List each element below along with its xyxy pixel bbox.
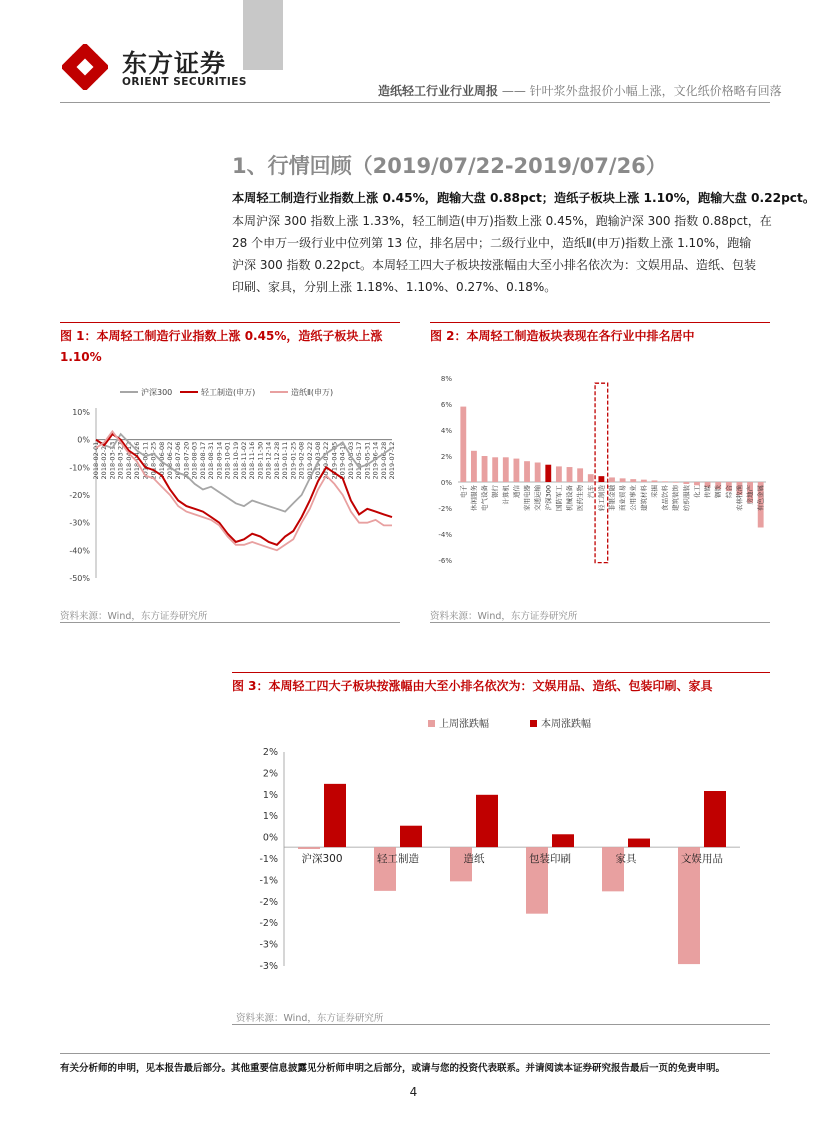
bar — [524, 461, 530, 482]
y-tick-label: 6% — [440, 401, 452, 409]
fig2-title: 图 2：本周轻工制造板块表现在各行业中排名居中 — [430, 329, 695, 343]
category-label: 传媒 — [703, 485, 712, 498]
category-label: 电子 — [459, 485, 468, 498]
fig1-title-line2: 1.10% — [60, 350, 102, 364]
bar — [683, 482, 689, 484]
category-label: 造纸 — [463, 853, 485, 866]
header-rule — [60, 102, 770, 103]
category-label: 国防军工 — [554, 485, 563, 511]
x-tick-label: 2018-04-26 — [133, 441, 142, 480]
x-tick-label: 2019-04-19 — [338, 441, 347, 480]
x-tick-label: 2018-08-17 — [198, 441, 207, 480]
bar — [556, 466, 562, 482]
bar — [492, 457, 498, 482]
x-tick-label: 2019-05-03 — [346, 441, 355, 480]
bar — [460, 407, 466, 482]
x-tick-label: 2018-03-27 — [116, 441, 125, 480]
bar — [503, 457, 509, 482]
x-tick-label: 2019-06-14 — [371, 441, 380, 480]
x-tick-label: 2019-05-17 — [355, 441, 364, 480]
category-label: 包装印刷 — [529, 853, 571, 866]
category-label: 通信 — [512, 485, 521, 498]
x-tick-label: 2018-11-16 — [248, 441, 257, 480]
legend-label: 沪深300 — [141, 388, 173, 397]
y-tick-label: -2% — [438, 505, 452, 513]
x-tick-label: 2019-02-22 — [305, 441, 314, 480]
logo-en: ORIENT SECURITIES — [122, 76, 247, 88]
fig3-source: 资料来源：Wind，东方证券研究所 — [236, 1013, 384, 1024]
fig1-bottom-rule — [60, 622, 400, 623]
x-tick-label: 2019-03-22 — [322, 441, 331, 480]
legend-swatch — [530, 720, 537, 727]
x-tick-label: 2018-09-14 — [215, 441, 224, 480]
legend-label: 轻工制造(申万) — [201, 388, 256, 397]
bar — [630, 479, 636, 482]
bar — [577, 468, 583, 482]
category-label: 汽车 — [586, 485, 595, 498]
category-label: 轻工制造 — [377, 853, 419, 866]
x-tick-label: 2019-01-25 — [289, 441, 298, 480]
bar — [567, 467, 573, 482]
bar — [628, 839, 650, 848]
category-label: 沪深300 — [544, 485, 553, 511]
report-title — [378, 82, 782, 99]
category-label: 房地产 — [746, 485, 755, 505]
category-label: 建筑材料 — [639, 485, 648, 511]
bar — [652, 480, 658, 482]
category-label: 化工 — [692, 485, 701, 498]
y-tick-label: 2% — [440, 453, 452, 461]
category-label: 公用事业 — [629, 485, 638, 511]
x-tick-label: 2019-01-11 — [281, 441, 290, 480]
legend-label: 本周涨跌幅 — [541, 719, 591, 730]
fig1-top-rule — [60, 322, 400, 323]
y-tick-label: -10% — [69, 463, 90, 473]
fig1-title-line1: 图 1：本周轻工制造行业指数上涨 0.45%，造纸子板块上涨 — [60, 329, 383, 343]
bar — [620, 478, 626, 482]
y-tick-label: 1% — [262, 789, 278, 801]
category-label: 休闲服务 — [469, 485, 478, 511]
y-tick-label: -50% — [69, 574, 90, 583]
x-tick-label: 2019-05-31 — [363, 441, 372, 480]
y-tick-label: -40% — [69, 546, 90, 556]
report-title-bold: 造纸轻工行业行业周报 — [378, 84, 499, 98]
fig2-bar-chart — [430, 368, 770, 600]
category-label: 医药生物 — [576, 485, 585, 511]
category-label: 商业贸易 — [618, 485, 627, 511]
header-gray-tab — [243, 0, 283, 70]
category-label: 综合 — [724, 485, 733, 498]
fig1-title — [60, 326, 400, 368]
logo-cn: 东方证券 — [122, 49, 227, 78]
y-tick-label: 2% — [262, 768, 278, 780]
x-tick-label: 2019-02-08 — [297, 441, 306, 480]
x-tick-label: 2018-05-11 — [141, 441, 150, 480]
para-line: 28 个申万一级行业中位列第 13 位，排名居中；二级行业中，造纸Ⅱ(申万)指数上涨 1.10%，跑输 — [232, 236, 752, 250]
y-tick-label: -6% — [438, 557, 452, 565]
y-tick-label: 4% — [440, 427, 452, 435]
fig2-bottom-rule — [430, 622, 770, 623]
x-tick-label: 2018-10-19 — [231, 441, 240, 480]
x-tick-label: 2019-04-05 — [330, 441, 339, 480]
category-label: 农林牧渔 — [735, 485, 744, 511]
x-tick-label: 2018-06-22 — [166, 441, 174, 480]
x-tick-label: 2018-08-31 — [207, 441, 216, 480]
x-tick-label: 2018-07-06 — [174, 441, 183, 480]
y-tick-label: 1% — [262, 811, 278, 823]
para-line: 沪深 300 指数 0.22pct。本周轻工四大子板块按涨幅由大至小排名依次为：文娱用品、造纸、包装 — [232, 258, 756, 272]
x-tick-label: 2019-03-08 — [314, 441, 322, 480]
section-title: 1、行情回顾（2019/07/22-2019/07/26） — [232, 154, 667, 178]
fig1-line-chart — [60, 378, 400, 600]
bar — [482, 456, 488, 482]
x-tick-label: 2018-04-12 — [124, 441, 133, 480]
highlight-box — [595, 383, 608, 562]
bar — [662, 481, 668, 482]
y-tick-label: 0% — [77, 435, 90, 445]
y-tick-label: -2% — [259, 918, 278, 930]
footer-disclaimer: 有关分析师的申明，见本报告最后部分。其他重要信息披露见分析师申明之后部分，或请与您的投资代表联系。并请阅读本证券研究报告最后一页的免责申明。 — [60, 1063, 726, 1074]
legend-label: 造纸Ⅱ(申万) — [291, 388, 334, 397]
bar — [513, 459, 519, 482]
section-paragraph — [232, 210, 772, 298]
y-tick-label: -4% — [438, 531, 452, 539]
bar — [598, 476, 604, 482]
fig3-bottom-rule — [232, 1024, 770, 1025]
x-tick-label: 2018-02-27 — [100, 441, 109, 480]
para-line: 本周沪深 300 指数上涨 1.33%，轻工制造(申万)指数上涨 0.45%，跑输沪深 300 指数 0.88pct，在 — [232, 214, 772, 228]
category-label: 机械设备 — [565, 485, 574, 511]
bar — [552, 834, 574, 847]
page-number: 4 — [409, 1085, 418, 1099]
x-tick-label: 2018-11-30 — [256, 441, 265, 480]
y-tick-label: 0% — [440, 479, 452, 487]
bar — [609, 477, 615, 482]
category-label: 有色金属 — [756, 485, 765, 511]
bar — [673, 482, 679, 483]
category-label: 银行 — [491, 485, 500, 498]
bar — [704, 791, 726, 847]
x-tick-label: 2018-12-28 — [272, 441, 281, 480]
x-tick-label: 2018-07-20 — [182, 441, 191, 480]
bar — [400, 826, 422, 847]
y-tick-label: -3% — [259, 961, 278, 972]
x-tick-label: 2018-10-01 — [223, 441, 232, 480]
y-tick-label: 10% — [72, 408, 90, 417]
bar — [324, 784, 346, 847]
y-tick-label: -3% — [259, 939, 278, 951]
x-tick-label: 2018-08-03 — [190, 441, 199, 480]
x-tick-label: 2019-06-28 — [379, 441, 388, 480]
report-title-rest: —— 针叶浆外盘报价小幅上涨，文化纸价格略有回落 — [498, 84, 782, 98]
category-label: 交通运输 — [533, 485, 542, 511]
fig2-source: 资料来源：Wind，东方证券研究所 — [430, 611, 578, 622]
category-label: 钢铁 — [714, 485, 723, 498]
legend-label: 上周涨跌幅 — [439, 719, 489, 730]
x-tick-label: 2018-12-14 — [264, 441, 273, 480]
section-lead: 本周轻工制造行业指数上涨 0.45%，跑输大盘 0.88pct；造纸子板块上涨 1.10%，跑输大盘 0.22pct。 — [232, 191, 816, 205]
y-tick-label: 0% — [262, 832, 278, 844]
x-tick-label: 2019-07-12 — [388, 441, 396, 480]
category-label: 纺织服装 — [682, 485, 691, 511]
fig1-source: 资料来源：Wind，东方证券研究所 — [60, 611, 208, 622]
bar — [471, 451, 477, 482]
fig3-bar-chart — [232, 712, 770, 1002]
category-label: 计算机 — [501, 485, 510, 505]
y-tick-label: -1% — [259, 854, 278, 865]
bar — [641, 480, 647, 482]
orient-logo-icon — [62, 44, 108, 90]
y-tick-label: -1% — [259, 875, 278, 887]
fig3-title: 图 3：本周轻工四大子板块按涨幅由大至小排名依次为：文娱用品、造纸、包装印刷、家具 — [232, 679, 713, 693]
bar — [535, 463, 541, 483]
bar — [298, 847, 320, 849]
y-tick-label: -2% — [259, 896, 278, 908]
footer-rule — [60, 1053, 770, 1054]
y-tick-label: -30% — [69, 518, 90, 528]
category-label: 家用电器 — [523, 485, 532, 511]
category-label: 非银金融 — [608, 485, 616, 511]
category-label: 食品饮料 — [661, 485, 670, 511]
y-tick-label: -20% — [69, 491, 90, 500]
category-label: 文娱用品 — [681, 853, 723, 866]
x-tick-label: 2018-05-25 — [149, 441, 158, 480]
x-tick-label: 2018-02-01 — [92, 441, 100, 480]
legend-swatch — [428, 720, 435, 727]
category-label: 家具 — [615, 853, 637, 866]
category-label: 建筑装饰 — [671, 485, 680, 511]
y-tick-label: 2% — [262, 747, 278, 758]
bar — [694, 482, 700, 485]
fig2-top-rule — [430, 322, 770, 323]
category-label: 采掘 — [650, 485, 659, 498]
category-label: 电气设备 — [480, 485, 489, 511]
bar — [545, 465, 551, 482]
bar — [476, 795, 498, 847]
y-tick-label: 8% — [440, 375, 452, 383]
x-tick-label: 2018-03-13 — [108, 441, 117, 480]
bar — [588, 474, 594, 482]
para-line: 印刷、家具，分别上涨 1.18%、1.10%、0.27%、0.18%。 — [232, 280, 557, 294]
x-tick-label: 2018-06-08 — [157, 441, 166, 480]
x-tick-label: 2018-11-02 — [240, 441, 248, 480]
category-label: 沪深300 — [301, 853, 343, 866]
fig3-top-rule — [232, 672, 770, 673]
category-label: 轻工制造 — [597, 485, 606, 511]
